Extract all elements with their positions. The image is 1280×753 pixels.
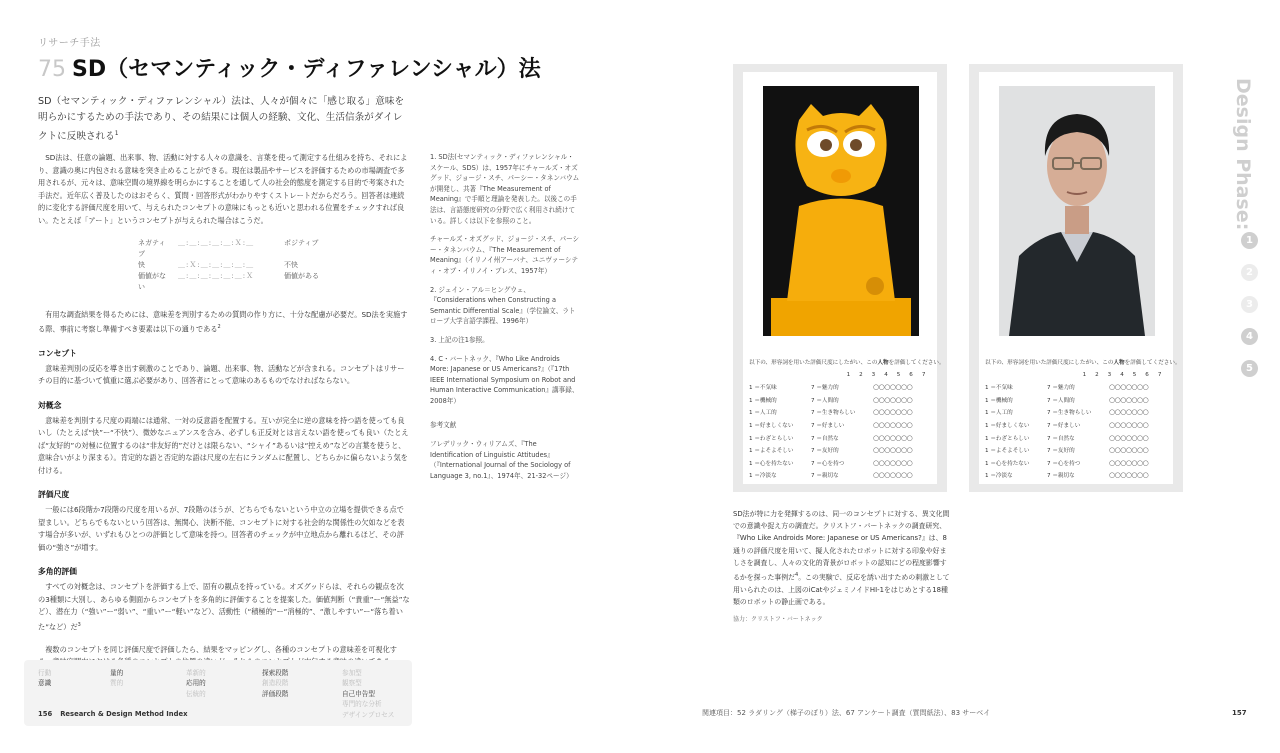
rating-row: 1 ＝不気味 7 ＝魅力的 ○○○○○○○ bbox=[985, 383, 1149, 392]
robot-photo bbox=[763, 86, 919, 336]
rating-grid bbox=[985, 372, 1169, 482]
rating-row: 1 ＝好ましくない 7 ＝好ましい ○○○○○○○ bbox=[749, 421, 913, 430]
scale-header: 1 2 3 4 5 6 7 bbox=[1082, 372, 1165, 378]
footnote-ref: 1 bbox=[114, 130, 119, 137]
method-number: 75 bbox=[38, 57, 66, 82]
subheading-scale: 評価尺度 bbox=[38, 490, 70, 500]
index-col: 革新的 応用的 伝統的 bbox=[186, 669, 206, 698]
rating-row: 1 ＝不気味 7 ＝魅力的 ○○○○○○○ bbox=[749, 383, 913, 392]
phase-number-3: 3 bbox=[1241, 296, 1258, 313]
rating-row: 1 ＝心を持たない 7 ＝心を持つ ○○○○○○○ bbox=[749, 458, 913, 467]
rating-row: 1 ＝冷淡な 7 ＝親切な ○○○○○○○ bbox=[749, 471, 913, 480]
footnote: 4. C・バートネック、『Who Like Androids More: Japanese or US Americans?』（『17th IEEE International Symposium on Robot and Human Interactive Communication』講事録、2008年） bbox=[430, 354, 579, 405]
photo-credit: 協力：クリストフ・バートネック bbox=[733, 616, 823, 623]
page-footer-left: 156 Research & Design Method Index bbox=[38, 710, 188, 718]
scale-row: 価値がない ＿:＿:＿:＿:＿:＿:Ｘ 価値がある bbox=[138, 271, 319, 291]
rating-row: 1 ＝冷淡な 7 ＝親切な ○○○○○○○ bbox=[985, 471, 1149, 480]
rating-row: 1 ＝人工的 7 ＝生き物らしい ○○○○○○○ bbox=[749, 408, 913, 417]
footnotes bbox=[430, 152, 580, 489]
related-items: 関連項目：52 ラダリング（梯子のぼり）法、67 アンケート調査（質問紙法）、83 サーベイ bbox=[702, 709, 991, 717]
phase-number-2: 2 bbox=[1241, 264, 1258, 281]
body-text bbox=[38, 152, 410, 679]
page-number-right: 157 bbox=[1232, 709, 1247, 717]
rating-row: 1 ＝人工的 7 ＝生き物らしい ○○○○○○○ bbox=[985, 408, 1149, 417]
subheading-pairs: 対概念 bbox=[38, 400, 62, 410]
survey-caption: 以下の、形容詞を用いた評価尺度にしたがい、この人物を評価してください。 bbox=[985, 360, 1181, 366]
rating-row: 1 ＝よそよそしい 7 ＝友好的 ○○○○○○○ bbox=[749, 446, 913, 455]
reference: フレデリック・ウィリアムズ、『The Identification of Linguistic Attitudes』（『International Journal of the Sociology of Language 3, no.1』、1974年、21-32ページ） bbox=[430, 440, 573, 480]
index-col: 行動 意識 bbox=[38, 669, 52, 688]
phase-number-4: 4 bbox=[1241, 328, 1258, 345]
rating-row: 1 ＝機械的 7 ＝人間的 ○○○○○○○ bbox=[749, 395, 913, 404]
scale-row: ネガティブ ＿:＿:＿:＿:＿:Ｘ:＿ ポジティブ bbox=[138, 238, 319, 258]
figure-caption: SD法が特に力を発揮するのは、同一のコンセプトに対する、異文化間での意識や捉え方の調査だ。クリストフ・バートネックの調査研究、『Who Like Androids More: Japanese or US Americans?』は、8通りの評価尺度を用いて、擬人化されたロボットに対する印象や好ましさを調査し、人々の文化的背景がロボットの認知にどの程度影響するかを探った事例だ$^4$。この実験で、反応を誘い出すための刺激として用いられたのは、上図のiCatやジェミノイドHI-1をはじめとする18種類のロボットの静止画である。 bbox=[733, 510, 950, 606]
index-col: 参加型 観察型 自己申告型 専門的な分析 デザインプロセス bbox=[342, 669, 395, 719]
design-phase-title: Design Phase: bbox=[1232, 78, 1254, 231]
scale-header: 1 2 3 4 5 6 7 bbox=[846, 372, 929, 378]
survey-card-robot bbox=[733, 64, 947, 492]
footnote: チャールズ・オズグッド、ジョージ・スチ、パーシー・タネンバウム、『The Measurement of Meaning』（イリノイ州アーバナ、ユニヴァーシティ・オブ・イリノイ・プレス、1957年） bbox=[430, 235, 580, 275]
body-paragraph: 意味差判別の反応を導き出す刺激のことであり、論題、出来事、物、活動などが含まれる。コンセプトはリサーチの目的に基づいて慎重に選ぶ必要があり、回答者にとって意味のあるものでなければならない。 bbox=[38, 363, 405, 386]
body-paragraph: SD法は、任意の論題、出来事、物、活動に対する人々の意識を、言葉を使って測定する仕組みを持ち、それにより、意識の奥に内包される意味を突き止めることができる。現在は製品やサービスを評価するための市場調査で多用されるが、元々は、意味空間の境界線を明らかにすることを通して人の社会的態度を測定する目的で考案された手法だ。近年広く普及したのはおそらく、質問・回答形式がわかりやすくストレートだからだろう。回答者は連続的に変化する評価尺度を用いて、与えられたコンセプトの意味にもっとも近いと思われる位置をチェックすれば良い。たとえば「アート」というコンセプトが与えられた場合はこうだ。 bbox=[38, 153, 408, 225]
survey-caption: 以下の、形容詞を用いた評価尺度にしたがい、この人物を評価してください。 bbox=[749, 360, 945, 366]
example-scale bbox=[138, 238, 410, 293]
rating-grid bbox=[749, 372, 933, 482]
section-label: リサーチ手法 bbox=[38, 38, 101, 49]
references-title: 参考文献 bbox=[430, 421, 457, 430]
method-index bbox=[24, 660, 412, 726]
page-number: 156 bbox=[38, 710, 53, 718]
rating-row: 1 ＝わざとらしい 7 ＝自然な ○○○○○○○ bbox=[985, 433, 1149, 442]
phase-number-1: 1 bbox=[1241, 232, 1258, 249]
intro-paragraph: SD（セマンティック・ディファレンシャル）法は、人々が個々に「感じ取る」意味を明らかにするための手法であり、その結果には個人の経験、文化、生活信条がダイレクトに反映される$^1$ bbox=[38, 96, 405, 143]
rating-row: 1 ＝心を持たない 7 ＝心を持つ ○○○○○○○ bbox=[985, 458, 1149, 467]
index-col: 探索段階 創造段階 評価段階 bbox=[262, 669, 289, 698]
rating-row: 1 ＝わざとらしい 7 ＝自然な ○○○○○○○ bbox=[749, 433, 913, 442]
phase-number-5: 5 bbox=[1241, 360, 1258, 377]
rating-row: 1 ＝よそよそしい 7 ＝友好的 ○○○○○○○ bbox=[985, 446, 1149, 455]
body-paragraph: すべての対概念は、コンセプトを評価する上で、固有の観点を持っている。オズグッドらは、それらの観点を次の3種類に大別し、あらゆる側面からコンセプトを多角的に評価することを提案した。価値判断（“貴重”ー“無益”など）、潜在力（“強い”ー“弱い”、“重い”ー“軽い”など）、活動性（“積極的”ー“消極的”、“激しやすい”ー“落ち着いた”など）だ$^3$ bbox=[38, 582, 410, 632]
scale-row: 快 ＿:Ｘ:＿:＿:＿:＿:＿ 不快 bbox=[138, 260, 298, 269]
index-col: 量的 質的 bbox=[110, 669, 124, 688]
rating-row: 1 ＝好ましくない 7 ＝好ましい ○○○○○○○ bbox=[985, 421, 1149, 430]
android-photo bbox=[999, 86, 1155, 336]
body-paragraph: 複数のコンセプトを同じ評価尺度で評価したら、結果をマッピングし、各種のコンセプトの意味差を可視化す bbox=[45, 644, 397, 654]
footnote: 3. 上記の注1参照。 bbox=[430, 335, 489, 344]
footnote: 2. ジェイン・アル＝ヒングウェ、『Considerations when Constructing a Semantic Differential Scale』（学位論文、ラトローブ大学言語学課程、1996年） bbox=[430, 285, 576, 326]
subheading-concept: コンセプト bbox=[38, 349, 77, 359]
rating-row: 1 ＝機械的 7 ＝人間的 ○○○○○○○ bbox=[985, 395, 1149, 404]
body-paragraph: 意味差を判別する尺度の両端には通常、一対の反意語を配置する。互いが完全に逆の意味を持つ語を使っても良いし（たとえば“快”ー“不快”）、微妙なニュアンスを含み、必ずしも正反対とは言えない語を使っても良い（たとえば“友好的”の対極に位置するのは“非友好的”だけとは限らない、“シャイ”あるいは“控えめ”などの言葉を使うと、意味合いがより深まる）。肯定的な語と否定的な語は尺度の左右にランダムに配置し、どちらかに偏らないよう気を付ける。 bbox=[38, 415, 409, 475]
body-paragraph: 有用な調査結果を得るためには、意味差を判別するための質問の作り方に、十分な配慮が必要だ。SD法を実施する際、事前に考察し準備すべき要素は以下の通りである$^2$ bbox=[38, 309, 408, 334]
body-paragraph: 一般には6段階か7段階の尺度を用いるが、7段階のほうが、どちらでもないという中立の立場を提供できる点で望ましい。どちらでもないという回答は、無関心、決断不能、コンセプトに対する社会的な関係性の欠如などを表す場合が多いが、いずれもひとつの評価として意味を持つ。回答者のチェックが中立地点から離れるほど、その評価の“強さ”が増す。 bbox=[38, 505, 405, 552]
subheading-multi: 多角的評価 bbox=[38, 567, 77, 577]
page-title bbox=[38, 52, 541, 83]
footnote: 1. SD法(セマンティック・ディファレンシャル・スケール、SDS）は、1957年にチャールズ・オズグッド、ジョージ・スチ、パーシー・タネンバウムが開発し、共著『The Measurement of Meaning』で手順と理論を発表した。以後この手法は、言語態度研究の分野で広く利用され続けている。詳しくは以下を参照のこと。 bbox=[430, 153, 580, 225]
method-title: SD（セマンティック・ディファレンシャル）法 bbox=[72, 57, 541, 82]
survey-card-android bbox=[969, 64, 1183, 492]
